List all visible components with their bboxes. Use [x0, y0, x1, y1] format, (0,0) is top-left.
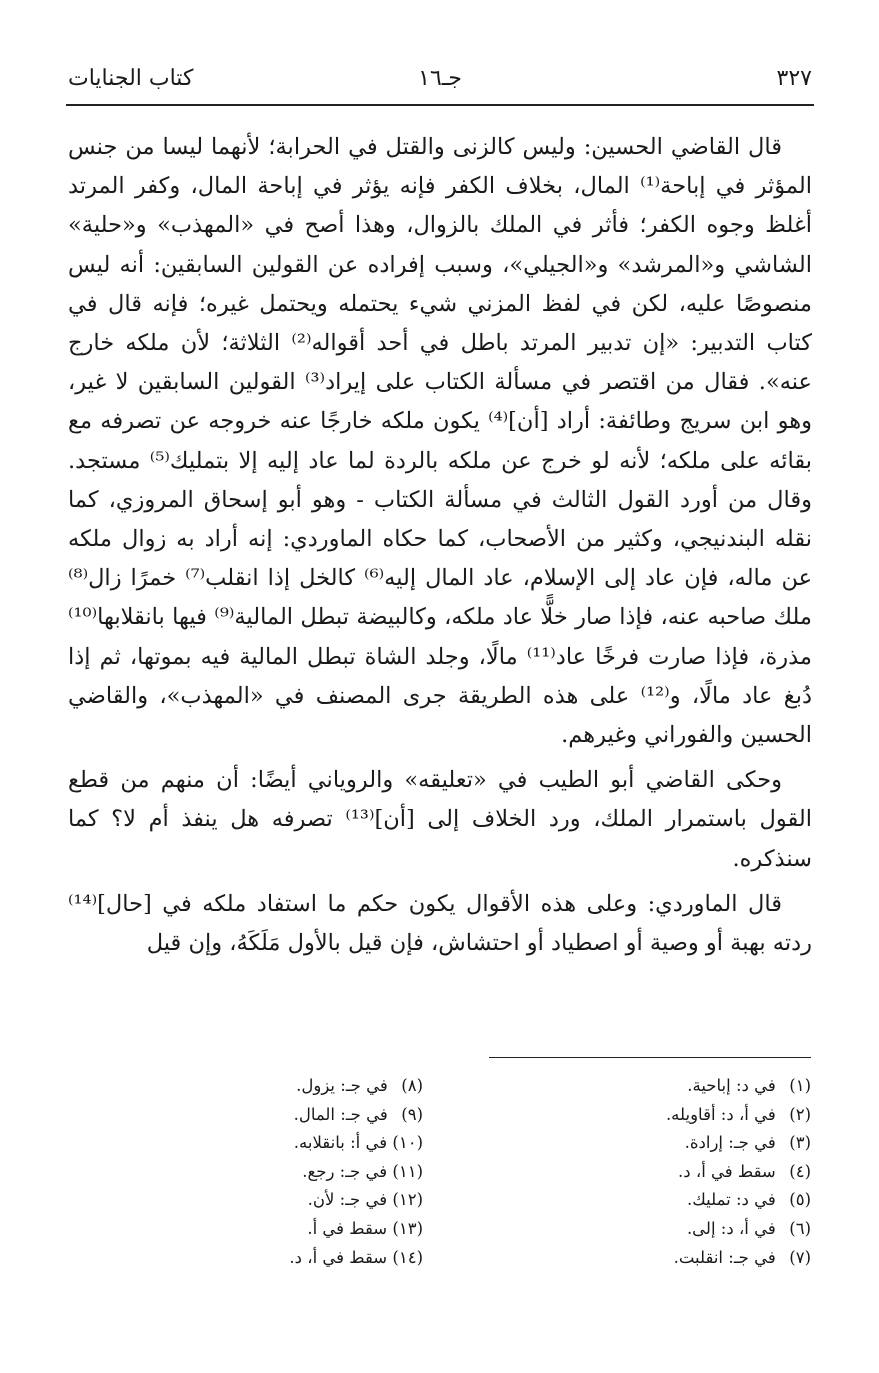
- footnote: [143, 1158, 423, 1187]
- footnote-number: (٧): [789, 1247, 811, 1267]
- footnote-number: (٢): [789, 1104, 811, 1124]
- paragraph: قال الماوردي: وعلى هذه الأقوال يكون حكم ما استفاد ملكه في [حال]⁽¹⁴⁾ ردته بهبة أو وصية أو اصطياد أو احتشاش، فإن قيل بالأول مَلَكَهُ، وإن قيل: [68, 890, 812, 957]
- footnote-text: في جـ: المال.: [293, 1104, 388, 1124]
- footnote: [143, 1244, 423, 1273]
- running-header: [68, 66, 812, 100]
- footnote-number: (٦): [789, 1218, 811, 1238]
- footnote-text: في جـ: يزول.: [296, 1076, 388, 1095]
- footnotes-left-column: [143, 1072, 423, 1272]
- footnote: [143, 1129, 423, 1158]
- footnote: [471, 1158, 811, 1187]
- header-rule: [66, 104, 814, 106]
- footnote-text: سقط في أ، د.: [289, 1247, 388, 1267]
- footnote-number: (١٤): [392, 1247, 423, 1267]
- footnote: [143, 1186, 423, 1215]
- footnote-text: في د: إباحية.: [687, 1076, 776, 1095]
- footnote: [471, 1129, 811, 1158]
- footnote-text: في جـ: انقلبت.: [673, 1247, 776, 1267]
- book-title: كتاب الجنايات: [68, 66, 194, 91]
- footnote-text: في جـ: لأن.: [307, 1190, 388, 1210]
- footnote-rule: [489, 1057, 811, 1058]
- footnote: [143, 1101, 423, 1130]
- footnote: [471, 1244, 811, 1273]
- volume-label: جـ١٦: [418, 66, 462, 91]
- paragraph: قال القاضي الحسين: وليس كالزنى والقتل في الحرابة؛ لأنهما ليسا من جنس المؤثر في إباحة⁽¹⁾ المال، بخلاف الكفر فإنه يؤثر في إباحة المال، وكفر المرتد أغلظ وجوه الكفر؛ فأثر في الملك بالزوال، وهذا أصح في «المهذب» و«حلية» الشاشي و«المرشد» و«الجيلي»، وسبب إفراده عن القولين السابقين: أنه ليس منصوصًا عليه، لكن في لفظ المزني شيء يحتمله ويحتمل غيره؛ فإنه قال في كتاب التدبير: «إن تدبير المرتد باطل في أحد أقواله⁽²⁾ الثلاثة؛ لأن ملكه خارج عنه». فقال من اقتصر في مسألة الكتاب على إيراد⁽³⁾ القولين السابقين لا غير، وهو ابن سريج وطائفة: أراد [أن]⁽⁴⁾ يكون ملكه خارجًا عنه خروجه عن تصرفه مع بقائه على ملكه؛ لأنه لو خرج عن ملكه بالردة لما عاد إليه إلا بتمليك⁽⁵⁾ مستجد. وقال من أورد القول الثالث في مسألة الكتاب - وهو أبو إسحاق المروزي، كما نقله البندنيجي، وكثير من الأصحاب، كما حكاه الماوردي: إنه أراد به زوال ملكه عن ماله، فإن عاد إلى الإسلام، عاد المال إليه⁽⁶⁾ كالخل إذا انقلب⁽⁷⁾ خمرًا زال⁽⁸⁾ ملك صاحبه عنه، فإذا صار خلًّا عاد ملكه، وكالبيضة تبطل المالية⁽⁹⁾ فيها بانقلابها⁽¹⁰⁾ مذرة، فإذا صارت فرخًا عاد⁽¹¹⁾ مالًا، وجلد الشاة تبطل المالية فيه بموتها، ثم إذا دُبغ عاد مالًا، و⁽¹²⁾ على هذه الطريقة جرى المصنف في «المهذب»، والقاضي الحسين والفوراني وغيرهم.: [68, 134, 813, 749]
- footnote-text: في جـ: إرادة.: [684, 1133, 776, 1153]
- footnote: [471, 1101, 811, 1130]
- footnote-text: في أ: بانقلابه.: [293, 1133, 388, 1153]
- footnote-text: في أ، د: إلى.: [686, 1218, 776, 1238]
- paragraph: وحكى القاضي أبو الطيب في «تعليقه» والروياني أيضًا: أن منهم من قطع القول باستمرار الملك، ورد الخلاف إلى [أن]⁽¹³⁾ تصرفه هل ينفذ أم لا؟ كما سنذكره.: [68, 767, 812, 872]
- footnote-number: (١٣): [392, 1218, 423, 1238]
- footnote-number: (٩): [401, 1104, 423, 1124]
- footnote-number: (١٢): [392, 1190, 423, 1210]
- main-text: [68, 128, 812, 963]
- footnote: [471, 1186, 811, 1215]
- footnote: [143, 1072, 423, 1101]
- page-number: ٣٢٧: [776, 66, 812, 91]
- footnote-number: (٤): [789, 1161, 811, 1181]
- footnote-number: (٣): [789, 1133, 811, 1153]
- footnote: [471, 1215, 811, 1244]
- footnote-number: (٨): [401, 1076, 423, 1095]
- footnote-number: (١): [789, 1076, 811, 1095]
- footnote-number: (١٠): [392, 1133, 423, 1153]
- footnote-text: في جـ: رجع.: [302, 1161, 388, 1181]
- footnote-text: سقط في أ، د.: [678, 1161, 776, 1181]
- footnote-text: في د: تمليك.: [686, 1190, 776, 1210]
- footnote-number: (١١): [392, 1161, 423, 1181]
- footnote-text: سقط في أ.: [307, 1218, 388, 1238]
- footnotes-right-column: [471, 1072, 811, 1272]
- footnote-text: في أ، د: أقاويله.: [665, 1104, 776, 1124]
- footnote: [471, 1072, 811, 1101]
- footnote-number: (٥): [789, 1190, 811, 1210]
- footnote: [143, 1215, 423, 1244]
